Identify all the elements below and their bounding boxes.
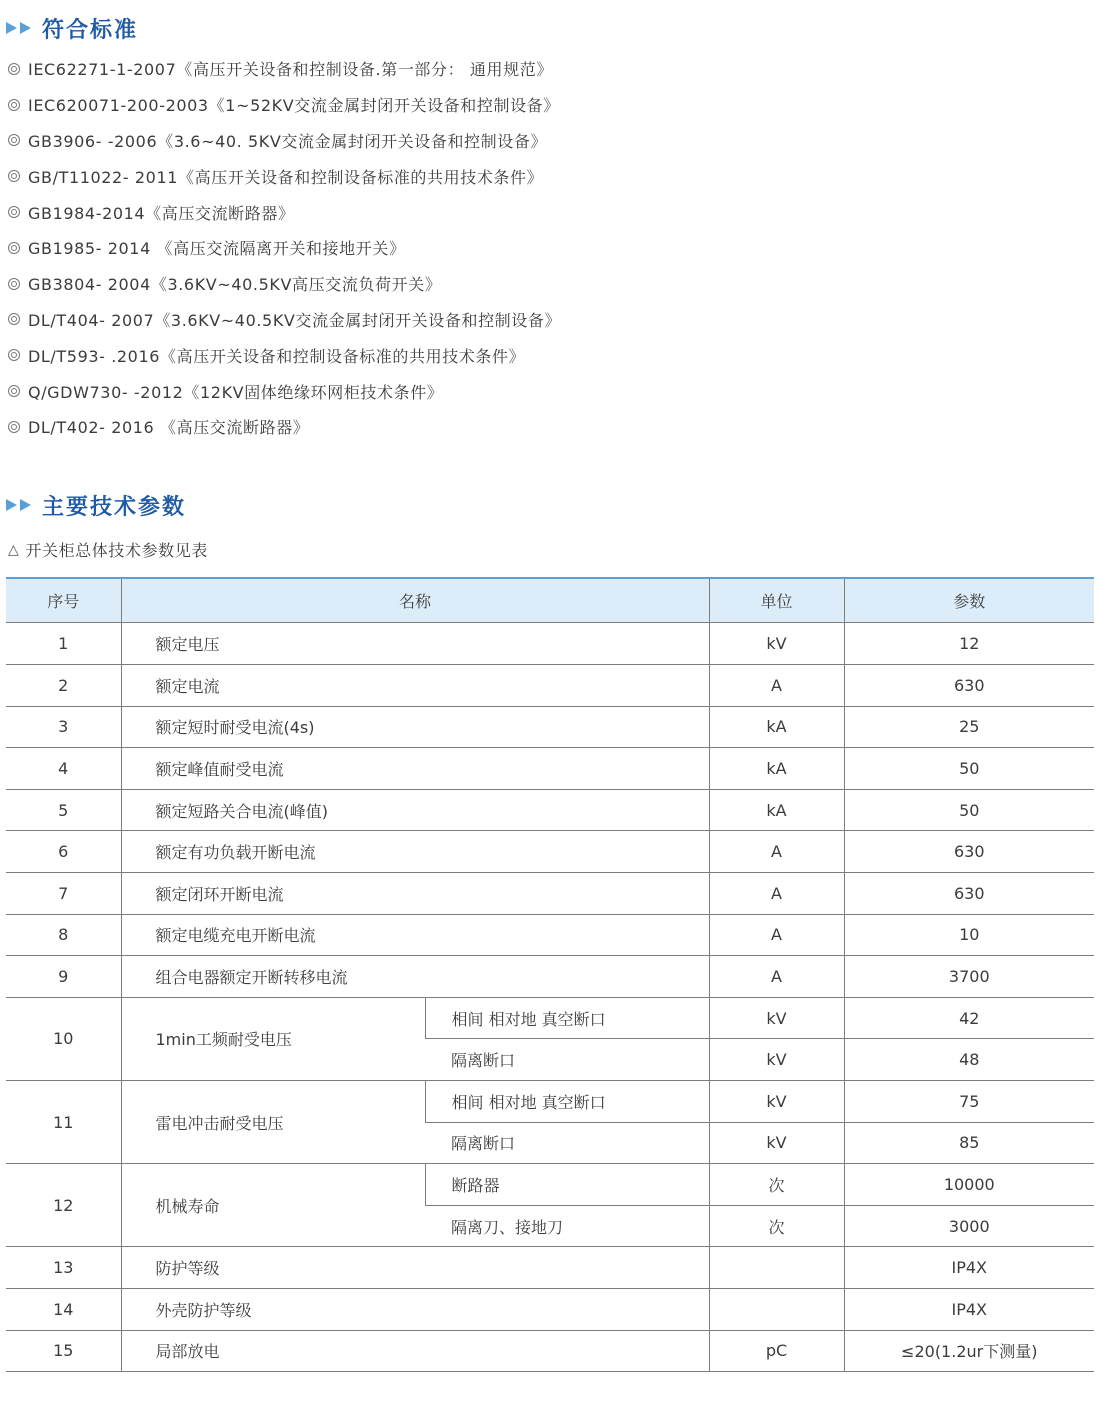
standard-item: [8, 266, 561, 302]
cell-name: 额定峰值耐受电流: [121, 748, 709, 790]
section-standards-header: [6, 11, 138, 45]
cell-no: 5: [6, 789, 121, 831]
cell-no: 7: [6, 872, 121, 914]
cell-no: 12: [6, 1164, 121, 1247]
standard-item: [8, 373, 561, 409]
cell-subname: 相间 相对地 真空断口: [425, 997, 709, 1039]
double-circle-bullet-icon: [8, 206, 20, 218]
cell-unit: kV: [709, 1122, 844, 1164]
standard-item: [8, 409, 561, 445]
cell-unit: 次: [709, 1205, 844, 1247]
cell-value: 25: [844, 706, 1094, 748]
cell-subname: 隔离断口: [425, 1122, 709, 1164]
table-row: [6, 1247, 1094, 1289]
cell-name: 额定电压: [121, 623, 709, 665]
double-circle-bullet-icon: [8, 313, 20, 325]
cell-name: 雷电冲击耐受电压: [121, 1080, 425, 1163]
header-unit: 单位: [709, 578, 844, 623]
standard-text: DL/T402- 2016 《高压交流断路器》: [28, 418, 310, 438]
table-row: [6, 831, 1094, 873]
cell-unit: A: [709, 872, 844, 914]
cell-value: 3000: [844, 1205, 1094, 1247]
cell-unit: kA: [709, 748, 844, 790]
standard-text: DL/T404- 2007《3.6KV~40.5KV交流金属封闭开关设备和控制设备》: [28, 310, 562, 330]
double-circle-bullet-icon: [8, 421, 20, 433]
table-row: [6, 872, 1094, 914]
cell-name: 额定电缆充电开断电流: [121, 914, 709, 956]
cell-unit: A: [709, 665, 844, 707]
cell-unit: pC: [709, 1330, 844, 1372]
cell-name: 组合电器额定开断转移电流: [121, 956, 709, 998]
header-no: 序号: [6, 578, 121, 623]
standard-text: GB/T11022- 2011《高压开关设备和控制设备标准的共用技术条件》: [28, 167, 544, 187]
table-row: [6, 914, 1094, 956]
cell-no: 2: [6, 665, 121, 707]
cell-value: 50: [844, 789, 1094, 831]
cell-name: 额定短路关合电流(峰值): [121, 789, 709, 831]
cell-no: 6: [6, 831, 121, 873]
double-arrow-icon: [6, 22, 34, 34]
table-note-text: 开关柜总体技术参数见表: [25, 541, 208, 560]
standard-item: [8, 194, 561, 230]
standard-text: GB1985- 2014 《高压交流隔离开关和接地开关》: [28, 239, 406, 259]
cell-name: 1min工频耐受电压: [121, 997, 425, 1080]
cell-value: 630: [844, 831, 1094, 873]
cell-value: 48: [844, 1039, 1094, 1081]
cell-no: 13: [6, 1247, 121, 1289]
cell-value: 10: [844, 914, 1094, 956]
cell-value: 3700: [844, 956, 1094, 998]
standards-list: [8, 51, 561, 445]
standard-item: [8, 337, 561, 373]
cell-value: ≤20(1.2ur下测量): [844, 1330, 1094, 1372]
double-circle-bullet-icon: [8, 134, 20, 146]
standard-text: DL/T593- .2016《高压开关设备和控制设备标准的共用技术条件》: [28, 346, 526, 366]
double-circle-bullet-icon: [8, 278, 20, 290]
cell-name: 额定电流: [121, 665, 709, 707]
table-row: [6, 748, 1094, 790]
table-row: [6, 1080, 1094, 1122]
standard-text: IEC620071-200-2003《1~52KV交流金属封闭开关设备和控制设备》: [28, 96, 560, 116]
table-row: [6, 956, 1094, 998]
cell-unit: [709, 1288, 844, 1330]
section-params-header: [6, 488, 186, 522]
cell-value: 42: [844, 997, 1094, 1039]
standard-text: GB3906- -2006《3.6~40. 5KV交流金属封闭开关设备和控制设备》: [28, 131, 548, 151]
cell-name: 外壳防护等级: [121, 1288, 709, 1330]
header-name: 名称: [121, 578, 709, 623]
standard-item: [8, 302, 561, 338]
cell-no: 10: [6, 997, 121, 1080]
cell-unit: kV: [709, 997, 844, 1039]
cell-name: 额定短时耐受电流(4s): [121, 706, 709, 748]
cell-no: 3: [6, 706, 121, 748]
standard-text: IEC62271-1-2007《高压开关设备和控制设备.第一部分： 通用规范》: [28, 60, 553, 80]
standard-text: Q/GDW730- -2012《12KV固体绝缘环网柜技术条件》: [28, 382, 444, 402]
cell-value: IP4X: [844, 1288, 1094, 1330]
cell-subname: 相间 相对地 真空断口: [425, 1080, 709, 1122]
cell-value: IP4X: [844, 1247, 1094, 1289]
cell-no: 14: [6, 1288, 121, 1330]
cell-unit: kV: [709, 623, 844, 665]
cell-subname: 隔离刀、接地刀: [425, 1205, 709, 1247]
cell-name: 额定有功负载开断电流: [121, 831, 709, 873]
cell-value: 630: [844, 872, 1094, 914]
cell-no: 15: [6, 1330, 121, 1372]
table-row: [6, 665, 1094, 707]
cell-name: 机械寿命: [121, 1164, 425, 1247]
triangle-icon: △: [8, 541, 20, 558]
section-standards-title: 符合标准: [42, 17, 139, 43]
cell-no: 8: [6, 914, 121, 956]
table-row: [6, 1288, 1094, 1330]
double-circle-bullet-icon: [8, 349, 20, 361]
standard-item: [8, 158, 561, 194]
header-value: 参数: [844, 578, 1094, 623]
cell-value: 50: [844, 748, 1094, 790]
standard-item: [8, 51, 561, 87]
cell-unit: A: [709, 914, 844, 956]
standard-item: [8, 87, 561, 123]
cell-unit: kV: [709, 1039, 844, 1081]
double-circle-bullet-icon: [8, 99, 20, 111]
cell-no: 9: [6, 956, 121, 998]
double-circle-bullet-icon: [8, 242, 20, 254]
cell-subname: 隔离断口: [425, 1039, 709, 1081]
parameters-table: [6, 577, 1094, 1372]
double-circle-bullet-icon: [8, 63, 20, 75]
double-circle-bullet-icon: [8, 385, 20, 397]
table-note: [8, 538, 208, 561]
cell-unit: A: [709, 831, 844, 873]
table-row: [6, 623, 1094, 665]
standard-item: [8, 123, 561, 159]
cell-name: 防护等级: [121, 1247, 709, 1289]
cell-unit: kV: [709, 1080, 844, 1122]
cell-value: 12: [844, 623, 1094, 665]
standard-item: [8, 230, 561, 266]
cell-unit: A: [709, 956, 844, 998]
cell-no: 4: [6, 748, 121, 790]
table-row: [6, 789, 1094, 831]
table-row: [6, 706, 1094, 748]
cell-unit: [709, 1247, 844, 1289]
table-row: [6, 1330, 1094, 1372]
cell-value: 630: [844, 665, 1094, 707]
cell-no: 11: [6, 1080, 121, 1163]
cell-unit: 次: [709, 1164, 844, 1206]
cell-value: 75: [844, 1080, 1094, 1122]
table-row: [6, 997, 1094, 1039]
standard-text: GB3804- 2004《3.6KV~40.5KV高压交流负荷开关》: [28, 275, 442, 295]
cell-value: 85: [844, 1122, 1094, 1164]
cell-unit: kA: [709, 706, 844, 748]
double-circle-bullet-icon: [8, 170, 20, 182]
cell-unit: kA: [709, 789, 844, 831]
table-row: [6, 1164, 1094, 1206]
double-arrow-icon: [6, 499, 34, 511]
cell-subname: 断路器: [425, 1164, 709, 1206]
section-params-title: 主要技术参数: [42, 494, 187, 520]
cell-value: 10000: [844, 1164, 1094, 1206]
cell-name: 局部放电: [121, 1330, 709, 1372]
cell-name: 额定闭环开断电流: [121, 872, 709, 914]
cell-no: 1: [6, 623, 121, 665]
standard-text: GB1984-2014《高压交流断路器》: [28, 203, 295, 223]
table-header-row: [6, 578, 1094, 623]
